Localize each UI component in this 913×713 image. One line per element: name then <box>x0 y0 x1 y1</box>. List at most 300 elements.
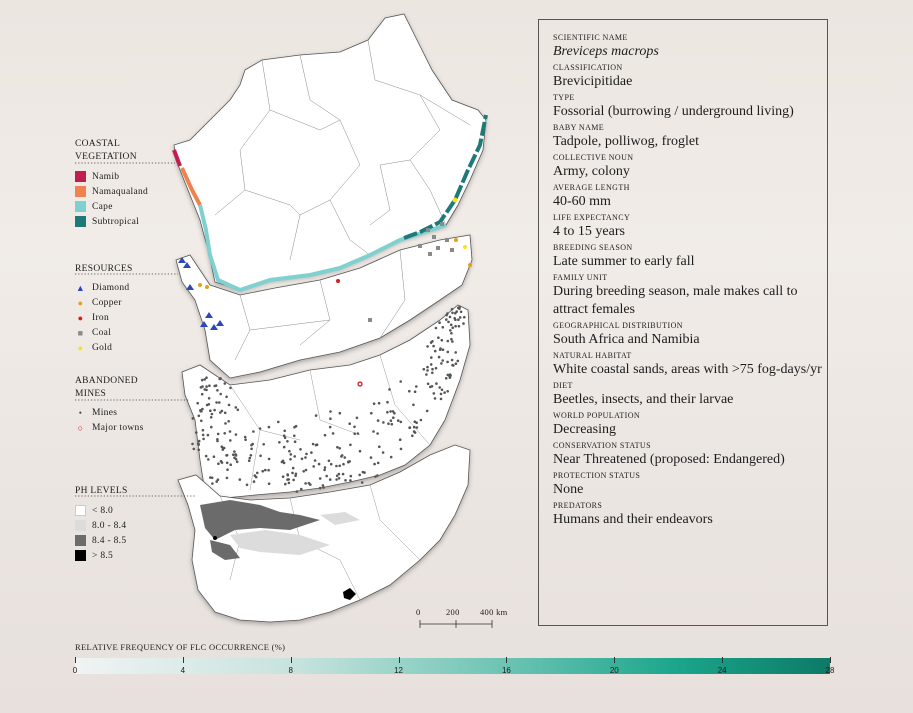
field-natural-habitat <box>553 351 827 379</box>
scale-label-text: 0 <box>416 607 421 617</box>
mine-dot <box>359 450 362 453</box>
ph-swatch <box>75 550 86 561</box>
legend-label: Diamond <box>92 282 130 293</box>
mine-dot <box>329 417 332 420</box>
legend-label: Major towns <box>92 422 144 433</box>
mine-dot <box>446 361 449 364</box>
mine-dot <box>202 429 205 432</box>
mine-dot <box>196 402 199 405</box>
species-info-card <box>538 19 828 626</box>
mine-dot <box>310 451 313 454</box>
mine-dot <box>218 401 221 404</box>
mine-dot <box>293 455 296 458</box>
field-label: GEOGRAPHICAL DISTRIBUTION <box>553 321 683 330</box>
legend-item-ph-mid <box>75 519 128 532</box>
mine-dot <box>229 463 232 466</box>
mine-dot <box>342 473 345 476</box>
legend-item-ph-low <box>75 504 128 517</box>
mine-dot <box>289 458 292 461</box>
mine-dot <box>288 450 291 453</box>
field-collective-noun <box>553 153 827 181</box>
field-classification <box>553 63 827 91</box>
legend-item-diamond <box>75 281 133 294</box>
mine-dot <box>293 435 296 438</box>
mine-dot <box>447 340 450 343</box>
legend-label: Copper <box>92 297 122 308</box>
mine-dot <box>236 461 239 464</box>
scale-label-400 <box>480 607 508 617</box>
mine-dot <box>433 392 436 395</box>
mine-dot <box>216 389 219 392</box>
legend-label: 8.4 - 8.5 <box>92 535 127 546</box>
mine-dot <box>458 325 461 328</box>
field-baby-name <box>553 123 827 151</box>
mine-dot <box>435 367 438 370</box>
mine-dot <box>449 374 452 377</box>
ramp-tick-label: 12 <box>394 666 404 675</box>
mine-dot <box>356 417 359 420</box>
mine-dot <box>336 475 339 478</box>
mine-dot <box>192 417 195 420</box>
ramp-tick-mark <box>830 657 831 663</box>
field-predators <box>553 501 827 529</box>
mine-dot <box>426 410 429 413</box>
legend-item-coal <box>75 326 133 339</box>
mine-dot <box>399 438 402 441</box>
mine-dot <box>226 468 229 471</box>
mine-dot <box>208 384 211 387</box>
field-value: Decreasing <box>553 422 616 437</box>
mine-dot <box>446 390 449 393</box>
mine-dot <box>450 332 453 335</box>
mine-dot <box>237 409 240 412</box>
mine-dot <box>283 430 286 433</box>
mine-dot <box>443 391 446 394</box>
ramp-tick-mark <box>722 657 723 663</box>
mine-dot <box>229 439 232 442</box>
mine-dot <box>290 453 293 456</box>
field-value: Late summer to early fall <box>553 254 695 269</box>
field-label: COLLECTIVE NOUN <box>553 153 634 162</box>
mine-dot <box>252 430 255 433</box>
mine-dot <box>416 426 419 429</box>
mine-dot <box>220 460 223 463</box>
mine-dot <box>221 445 224 448</box>
scale-label-200 <box>446 607 460 617</box>
field-conservation-status <box>553 441 827 469</box>
field-geographical-distribution <box>553 321 827 349</box>
mine-dot <box>239 478 242 481</box>
mine-dot <box>201 379 204 382</box>
mine-dot <box>431 340 434 343</box>
ramp-title: RELATIVE FREQUENCY OF FLC OCCURRENCE (%) <box>75 642 286 652</box>
field-value: During breeding season, male makes call to attract females <box>553 284 798 317</box>
mine-dot <box>350 475 353 478</box>
mine-dot <box>224 412 227 415</box>
field-label: SCIENTIFIC NAME <box>553 33 628 42</box>
mine-dot <box>216 438 219 441</box>
mine-dot <box>304 482 307 485</box>
legend-label: < 8.0 <box>92 505 114 516</box>
mine-dot <box>232 453 235 456</box>
mine-dot <box>226 477 229 480</box>
mine-dot <box>455 362 458 365</box>
legend-title: COASTAL <box>75 139 121 149</box>
mine-dot <box>259 455 262 458</box>
mine-dot <box>322 486 325 489</box>
mine-dot <box>219 393 222 396</box>
mine-dot <box>197 443 200 446</box>
mine-dot <box>218 378 221 381</box>
mine-dot <box>426 366 429 369</box>
mine-dot <box>213 455 216 458</box>
mine-dot <box>411 435 414 438</box>
mine-dot <box>438 386 441 389</box>
mine-dot <box>296 490 299 493</box>
mine-dot <box>221 410 224 413</box>
mine-dot <box>431 385 434 388</box>
triangle-icon: ▲ <box>75 282 86 293</box>
mine-dot <box>438 356 441 359</box>
mine-dot <box>210 416 213 419</box>
ramp-tick-label: 20 <box>609 666 619 675</box>
mine-dot <box>458 308 461 311</box>
mine-dot <box>226 462 229 465</box>
circle-icon: ● <box>77 297 84 308</box>
legend-title: RESOURCES <box>75 264 133 274</box>
ph-swatch <box>75 520 86 531</box>
legend-coastal-vegetation <box>75 138 148 228</box>
mine-dot <box>340 455 343 458</box>
mine-dot <box>449 316 452 319</box>
mine-dot <box>228 404 231 407</box>
mine-dot <box>370 412 373 415</box>
mine-dot <box>339 412 342 415</box>
mine-dot <box>460 311 463 314</box>
mine-dot <box>463 316 466 319</box>
mine-dot <box>434 397 437 400</box>
field-family-unit <box>553 273 827 319</box>
mine-dot <box>208 397 211 400</box>
mine-dot <box>435 327 438 330</box>
dot-icon: • <box>78 407 83 418</box>
mine-dot <box>268 482 271 485</box>
mine-dot <box>338 447 341 450</box>
ramp-tick-label: 0 <box>72 666 78 675</box>
field-value: Near Threatened (proposed: Endangered) <box>553 452 785 467</box>
mine-dot <box>207 434 210 437</box>
field-value: Humans and their endeavors <box>553 512 713 527</box>
mine-dot <box>408 390 411 393</box>
mine-dot <box>432 345 435 348</box>
mine-dot <box>390 456 393 459</box>
mine-dot <box>205 385 208 388</box>
circle-icon: ● <box>77 312 84 323</box>
legend-label: Mines <box>92 407 118 418</box>
ramp-tick-mark <box>183 657 184 663</box>
mine-dot <box>207 458 210 461</box>
mine-dot <box>447 321 450 324</box>
mine-dot <box>284 483 287 486</box>
ramp-tick-mark <box>75 657 76 663</box>
mine-dot <box>210 426 213 429</box>
mine-dot <box>195 431 198 434</box>
mine-dot <box>227 420 230 423</box>
mine-dot <box>295 425 298 428</box>
mine-dot <box>215 401 218 404</box>
ramp-tick-mark <box>506 657 507 663</box>
mine-dot <box>291 472 294 475</box>
mine-dot <box>445 314 448 317</box>
mine-dot <box>235 433 238 436</box>
mine-dot <box>338 477 341 480</box>
mine-dot <box>344 479 347 482</box>
mine-dot <box>451 326 454 329</box>
mine-dot <box>304 456 307 459</box>
mine-dot <box>454 319 457 322</box>
mine-dot <box>318 463 321 466</box>
mine-dot <box>454 351 457 354</box>
mine-dot <box>233 450 236 453</box>
mine-dot <box>382 421 385 424</box>
mine-dot <box>440 362 443 365</box>
mine-dot <box>442 326 445 329</box>
mine-dot <box>209 409 212 412</box>
mine-dot <box>287 474 290 477</box>
mine-dot <box>457 360 460 363</box>
field-label: DIET <box>553 381 573 390</box>
mine-dot <box>200 386 203 389</box>
field-breeding-season <box>553 243 827 271</box>
legend-item-cape <box>75 200 148 213</box>
mine-dot <box>314 459 317 462</box>
mine-dot <box>462 322 465 325</box>
mine-dot <box>392 416 395 419</box>
legend-item-ph-high <box>75 534 128 547</box>
field-label: PREDATORS <box>553 501 603 510</box>
mine-dot <box>459 316 462 319</box>
mine-dot <box>250 454 253 457</box>
mine-dot <box>250 448 253 451</box>
mine-dot <box>329 478 332 481</box>
mine-dot <box>437 336 440 339</box>
mine-dot <box>324 466 327 469</box>
mine-dot <box>450 324 453 327</box>
mine-dot <box>344 456 347 459</box>
mine-dot <box>217 462 220 465</box>
mine-dot <box>452 364 455 367</box>
legend-label: Namaqualand <box>92 186 149 197</box>
mine-dot <box>391 423 394 426</box>
ramp-tick-label: 4 <box>180 666 186 675</box>
field-label: CLASSIFICATION <box>553 63 623 72</box>
mine-dot <box>302 470 305 473</box>
mine-dot <box>389 410 392 413</box>
mine-dot <box>211 413 214 416</box>
mine-dot <box>451 312 454 315</box>
mine-dot <box>244 436 247 439</box>
mine-dot <box>324 434 327 437</box>
mine-dot <box>434 350 437 353</box>
ring-icon: ○ <box>77 422 84 433</box>
mine-dot <box>224 382 227 385</box>
field-diet <box>553 381 827 409</box>
mine-dot <box>370 456 373 459</box>
mine-dot <box>445 377 448 380</box>
mine-dot <box>248 459 251 462</box>
scale-label-text: 200 <box>446 607 460 617</box>
ramp-tick-mark <box>291 657 292 663</box>
mine-dot <box>246 484 249 487</box>
mine-dot <box>414 431 417 434</box>
mine-dot <box>213 385 216 388</box>
mine-dot <box>223 432 226 435</box>
legend-label: Coal <box>92 327 112 338</box>
scale-label-text: 400 km <box>480 607 508 617</box>
mine-dot <box>267 469 270 472</box>
mine-dot <box>353 426 356 429</box>
mine-dot <box>264 469 267 472</box>
mine-dot <box>451 359 454 362</box>
mine-dot <box>191 443 194 446</box>
field-label: BREEDING SEASON <box>553 243 633 252</box>
field-label: LIFE EXPECTANCY <box>553 213 631 222</box>
field-label: FAMILY UNIT <box>553 273 608 282</box>
mine-dot <box>447 351 450 354</box>
mine-dot <box>283 446 286 449</box>
mine-dot <box>283 434 286 437</box>
field-value: Fossorial (burrowing / underground living) <box>553 104 794 119</box>
cape-swatch <box>75 201 86 212</box>
field-value: Brevicipitidae <box>553 74 633 89</box>
mine-dot <box>440 398 443 401</box>
mine-dot <box>347 460 350 463</box>
mine-dot <box>441 389 444 392</box>
mine-dot <box>386 411 389 414</box>
circle-icon: ● <box>77 342 84 353</box>
mine-dot <box>386 401 389 404</box>
mine-dot <box>445 318 448 321</box>
mine-dot <box>427 383 430 386</box>
mine-dot <box>439 347 442 350</box>
mine-dot <box>373 402 376 405</box>
mine-dot <box>294 440 297 443</box>
field-value: Tadpole, polliwog, froglet <box>553 134 699 149</box>
mine-dot <box>309 483 312 486</box>
mine-dot <box>431 372 434 375</box>
mine-dot <box>217 433 220 436</box>
mine-dot <box>211 482 214 485</box>
mine-dot <box>414 390 417 393</box>
mine-dot <box>312 443 315 446</box>
mine-dot <box>199 409 202 412</box>
mine-dot <box>441 359 444 362</box>
mine-dot <box>335 465 338 468</box>
mine-dot <box>328 460 331 463</box>
field-life-expectancy <box>553 213 827 241</box>
field-label: PROTECTION STATUS <box>553 471 641 480</box>
mine-dot <box>426 345 429 348</box>
mine-dot <box>376 432 379 435</box>
square-icon: ■ <box>77 327 84 338</box>
field-scientific-name <box>553 33 827 61</box>
mine-dot <box>229 387 232 390</box>
mine-dot <box>435 382 438 385</box>
field-label: TYPE <box>553 93 575 102</box>
legend-title: PH LEVELS <box>75 486 128 496</box>
mine-dot <box>390 419 393 422</box>
mine-dot <box>338 465 341 468</box>
legend-title: MINES <box>75 389 107 399</box>
scale-bar <box>420 620 492 628</box>
mine-dot <box>292 467 295 470</box>
mine-dot <box>362 471 365 474</box>
mine-dot <box>206 404 209 407</box>
mine-dot <box>415 385 418 388</box>
legend-item-namaqualand <box>75 185 148 198</box>
mine-dot <box>348 422 351 425</box>
mine-dot <box>235 406 238 409</box>
mine-dot <box>330 463 333 466</box>
mine-dot <box>286 478 289 481</box>
mine-dot <box>193 448 196 451</box>
mine-dot <box>423 368 426 371</box>
mine-dot <box>294 475 297 478</box>
legend-label: Namib <box>92 171 120 182</box>
mine-dot <box>305 469 308 472</box>
mine-dot <box>409 426 412 429</box>
mine-dot <box>319 477 322 480</box>
field-value: None <box>553 482 584 497</box>
mine-dot <box>412 404 415 407</box>
legend-title: ABANDONED <box>75 376 138 386</box>
mine-dot <box>323 469 326 472</box>
ramp-tick-label: 16 <box>501 666 511 675</box>
mine-dot <box>349 479 352 482</box>
mine-dot <box>286 440 289 443</box>
field-world-population <box>553 411 827 439</box>
field-value: Beetles, insects, and their larvae <box>553 392 734 407</box>
mine-dot <box>329 410 332 413</box>
legend-label: Gold <box>92 342 113 353</box>
mine-dot <box>225 454 228 457</box>
mine-dot <box>198 415 201 418</box>
mine-dot <box>457 318 460 321</box>
mine-dot <box>229 430 232 433</box>
legend-abandoned-mines <box>75 375 144 434</box>
mine-dot <box>451 308 454 311</box>
mine-dot <box>217 478 220 481</box>
mine-dot <box>204 388 207 391</box>
subtropical-swatch <box>75 216 86 227</box>
mine-dot <box>283 462 286 465</box>
mine-dot <box>430 356 433 359</box>
mine-dot <box>288 482 291 485</box>
mine-dot <box>319 487 322 490</box>
mine-dot <box>372 430 375 433</box>
mine-dot <box>358 474 361 477</box>
ramp-tick-label: 8 <box>288 666 293 675</box>
mine-dot <box>277 421 280 424</box>
field-label: AVERAGE LENGTH <box>553 183 630 192</box>
namib-swatch <box>75 171 86 182</box>
mine-dot <box>442 348 445 351</box>
legend-item-subtropical <box>75 215 148 228</box>
legend-resources <box>75 263 133 354</box>
mine-dot <box>336 446 339 449</box>
ramp-tick-label: 24 <box>717 666 727 675</box>
mine-dot <box>400 448 403 451</box>
